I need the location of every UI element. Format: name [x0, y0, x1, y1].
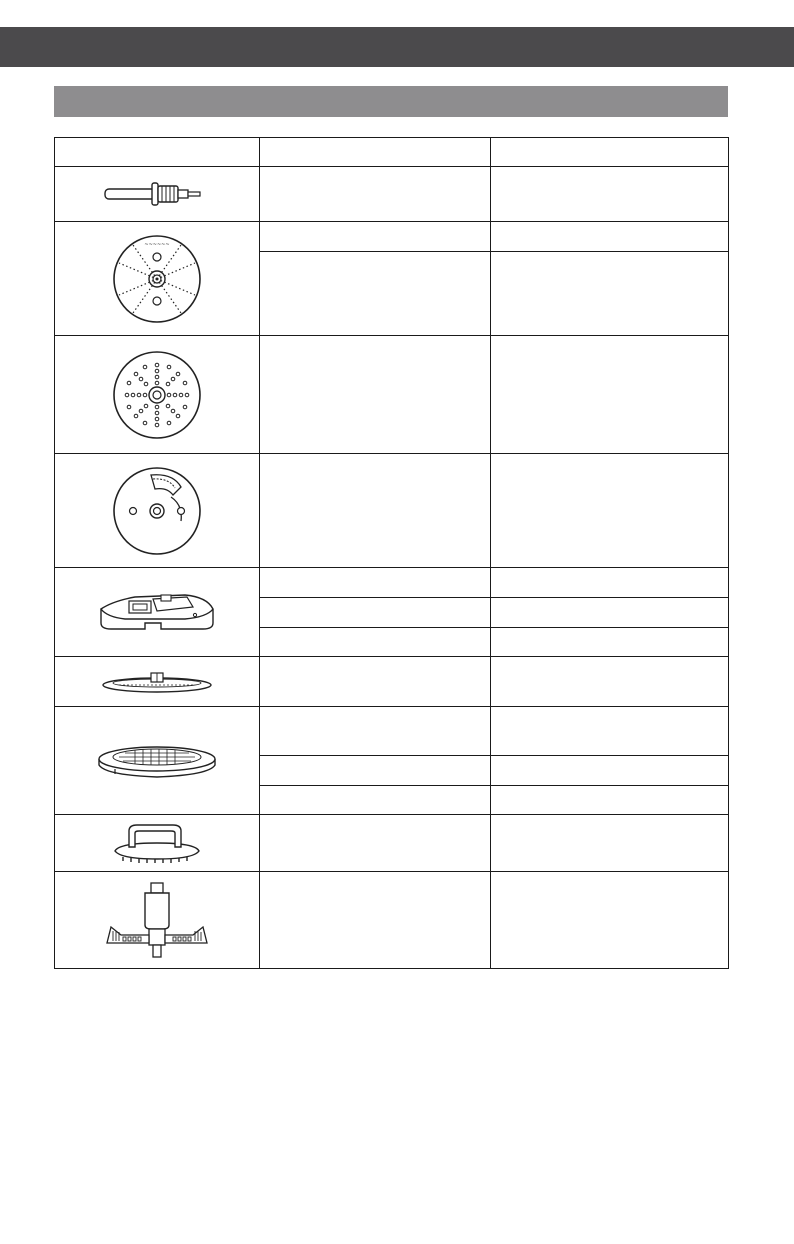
table-header-row [55, 138, 729, 167]
adjustable-slicing-disc-icon [111, 465, 203, 557]
header-cell [491, 138, 729, 167]
text-cell [491, 222, 729, 252]
drive-adapter-icon [102, 179, 212, 209]
text-cell [491, 598, 729, 628]
dicing-kit-icon [95, 587, 219, 637]
table-row [55, 707, 729, 756]
text-cell [491, 872, 729, 969]
table-row [55, 167, 729, 222]
grid-cleaning-tool-icon [109, 821, 205, 865]
text-cell [491, 815, 729, 872]
text-cell [260, 628, 491, 657]
svg-text:~~~~~~: ~~~~~~ [144, 241, 170, 248]
table-row [55, 568, 729, 598]
text-cell [491, 657, 729, 707]
header-band [0, 27, 794, 67]
header-cell [55, 138, 260, 167]
text-cell [260, 786, 491, 815]
text-cell [260, 756, 491, 786]
text-cell [491, 454, 729, 568]
table-row [55, 872, 729, 969]
text-cell [260, 454, 491, 568]
text-cell [491, 756, 729, 786]
table-row [55, 336, 729, 454]
text-cell [491, 336, 729, 454]
text-cell [260, 598, 491, 628]
text-cell [260, 222, 491, 252]
image-cell [55, 568, 260, 657]
table-row [55, 657, 729, 707]
text-cell [260, 568, 491, 598]
table-row [55, 454, 729, 568]
text-cell [491, 167, 729, 222]
fine-shredding-disc-icon [111, 349, 203, 441]
reversible-shredding-disc-icon [111, 233, 203, 325]
text-cell [260, 336, 491, 454]
text-cell [491, 628, 729, 657]
section-heading-band [54, 86, 728, 117]
text-cell [260, 252, 491, 336]
parts-table [54, 137, 729, 969]
text-cell [491, 786, 729, 815]
text-cell [260, 707, 491, 756]
text-cell [491, 252, 729, 336]
image-cell [55, 815, 260, 872]
text-cell [260, 167, 491, 222]
image-cell [55, 454, 260, 568]
header-cell [260, 138, 491, 167]
text-cell [491, 707, 729, 756]
multipurpose-blade-icon [101, 879, 213, 961]
text-cell [491, 568, 729, 598]
table-row [55, 815, 729, 872]
text-cell [260, 815, 491, 872]
image-cell [55, 167, 260, 222]
text-cell [260, 872, 491, 969]
image-cell [55, 222, 260, 336]
image-cell [55, 872, 260, 969]
dicing-grid-icon [95, 739, 219, 783]
image-cell [55, 336, 260, 454]
text-cell [260, 657, 491, 707]
table-row [55, 222, 729, 252]
image-cell [55, 657, 260, 707]
image-cell [55, 707, 260, 815]
slicing-disc-icon [99, 669, 215, 695]
